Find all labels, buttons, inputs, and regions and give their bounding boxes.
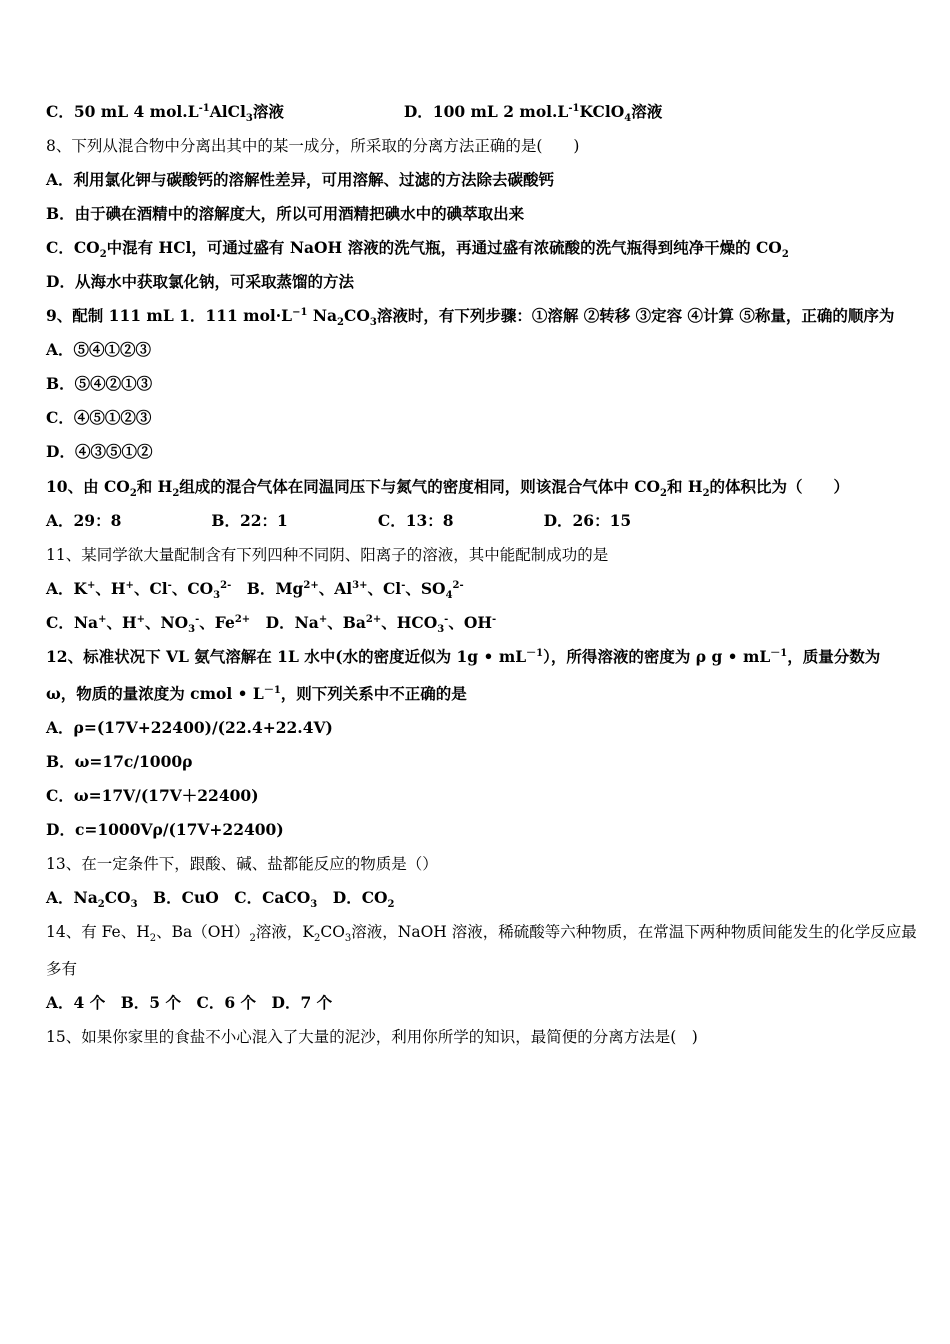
option-line (46, 236, 910, 260)
subscript: 2 (129, 488, 137, 500)
option-line (46, 818, 910, 842)
text-run: CO (344, 306, 370, 325)
question-10 (46, 475, 910, 499)
superscript: - (195, 613, 200, 625)
text-run: 、CO (171, 579, 214, 598)
subscript: 2 (387, 899, 395, 911)
text-run: ω，物质的量浓度为 cmol • L (46, 684, 264, 703)
superscript: + (98, 613, 107, 625)
text-run: 、H (106, 613, 137, 632)
text-run: 溶液 (631, 102, 663, 121)
text-run: ，质量分数为 (787, 647, 881, 666)
superscript: - (167, 579, 172, 591)
superscript: 2+ (234, 613, 251, 625)
superscript: －1 (526, 647, 544, 659)
text-run: C．④⑤①②③ (46, 408, 152, 427)
subscript: 2 (313, 933, 321, 945)
text-run: 溶液，K (255, 923, 314, 941)
text-run: D．从海水中获取氯化钠，可采取蒸馏的方法 (46, 272, 354, 291)
text-run: 10、由 CO (46, 477, 130, 496)
text-run: B．由于碘在酒精中的溶解度大，所以可用酒精把碘水中的碘萃取出来 (46, 204, 525, 223)
subscript: 2 (702, 488, 710, 500)
text-run: A．4 个 B．5 个 C．6 个 D．7 个 (46, 993, 333, 1012)
text-run: 11、某同学欲大量配制含有下列四种不同阴、阳离子的溶液，其中能配制成功的是 (46, 546, 609, 564)
text-run: D．100 mL 2 mol.L (403, 102, 569, 121)
option-line (46, 406, 910, 430)
superscript: -1 (568, 102, 580, 114)
text-run: B．CuO C．CaCO (137, 888, 311, 907)
question-12-cont (46, 682, 910, 706)
subscript: 3 (369, 317, 377, 329)
subscript: 2 (781, 249, 789, 261)
option-line (46, 100, 910, 124)
superscript: −1 (292, 306, 308, 318)
subscript: 2 (249, 933, 256, 945)
option-line (46, 338, 910, 362)
text-run: 溶液 (252, 102, 284, 121)
subscript: 2 (172, 488, 180, 500)
option-line (46, 991, 910, 1015)
text-run: 、Ba (327, 613, 366, 632)
text-run: D．CO (317, 888, 388, 907)
text-run: D．④③⑤①② (46, 442, 153, 461)
text-run: 15、如果你家里的食盐不小心混入了大量的泥沙，利用你所学的知识，最简便的分离方法是( ) (46, 1028, 698, 1046)
subscript: 4 (445, 590, 453, 602)
text-run: C．13：8 (377, 511, 454, 530)
text-run: 、HCO (381, 613, 438, 632)
subscript: 3 (310, 899, 318, 911)
subscript: 3 (130, 899, 138, 911)
subscript: 2 (99, 249, 107, 261)
text-run: 14、有 Fe、H (46, 923, 150, 941)
subscript: 3 (344, 933, 352, 945)
option-line (46, 716, 910, 740)
option-line (46, 168, 910, 192)
text-run: 9、配制 111 mL 1．111 mol·L (46, 306, 293, 325)
superscript: 3+ (352, 579, 368, 591)
text-run: B．ω=17c/1000ρ (46, 752, 193, 771)
text-run: B．Mg (231, 579, 304, 598)
text-run: 的体积比为（ ） (709, 477, 850, 496)
question-12 (46, 645, 910, 669)
option-line (46, 509, 910, 533)
question-9 (46, 304, 910, 328)
text-run: C．ω=17V/(17V＋22400) (46, 786, 259, 805)
text-run: KClO (579, 102, 625, 121)
text-run: 、NO (145, 613, 189, 632)
superscript: －1 (263, 684, 281, 696)
text-run: Na (307, 306, 338, 325)
text-run: A．K (46, 579, 87, 598)
text-run: 、Ba（OH） (156, 923, 250, 941)
option-line (46, 577, 910, 601)
text-run: ，则下列关系中不正确的是 (280, 684, 467, 703)
option-line (46, 886, 910, 910)
text-run: B．⑤④②①③ (46, 374, 153, 393)
superscript: + (318, 613, 328, 625)
text-run: 、OH (448, 613, 492, 632)
text-run: 、Al (318, 579, 353, 598)
question-13 (46, 852, 910, 876)
superscript: －1 (770, 647, 788, 659)
superscript: -1 (198, 102, 210, 114)
superscript: 2- (220, 579, 232, 591)
text-run: A．Na (46, 888, 98, 907)
subscript: 3 (437, 624, 445, 636)
text-run: 组成的混合气体在同温同压下与氮气的密度相同，则该混合气体中 CO (179, 477, 661, 496)
superscript: + (136, 613, 145, 625)
text-run: CO (320, 923, 345, 941)
text-run: 8、下列从混合物中分离出其中的某一成分，所采取的分离方法正确的是( ) (46, 137, 580, 155)
subscript: 2 (97, 899, 105, 911)
question-15 (46, 1025, 910, 1049)
text-run: CO (104, 888, 131, 907)
text-run: D．c=1000Vρ/(17V+22400) (46, 820, 284, 839)
text-run: 、Fe (199, 613, 235, 632)
option-line (46, 270, 910, 294)
text-run: B．22：1 (211, 511, 288, 530)
superscript: 2- (452, 579, 464, 591)
subscript: 3 (188, 624, 196, 636)
text-run: 13、在一定条件下，跟酸、碱、盐都能反应的物质是（） (46, 855, 438, 873)
superscript: - (444, 613, 449, 625)
text-run: A．29：8 (46, 511, 122, 530)
superscript: 2+ (303, 579, 319, 591)
text-run: C．Na (46, 613, 99, 632)
subscript: 2 (149, 933, 157, 945)
text-run: AlCl (209, 102, 246, 121)
subscript: 3 (245, 113, 253, 125)
text-run: 、Cl (367, 579, 402, 598)
text-run: C．50 mL 4 mol.L (46, 102, 199, 121)
option-line (46, 611, 910, 635)
superscript: - (401, 579, 406, 591)
option-line (46, 750, 910, 774)
question-14 (46, 920, 917, 945)
text-run: 和 H (667, 477, 703, 496)
subscript: 4 (624, 113, 632, 125)
text-run: 、Cl (133, 579, 168, 598)
text-run: C．CO (46, 238, 100, 257)
text-run: 、H (95, 579, 126, 598)
question-8 (46, 134, 910, 158)
text-run: 中混有 HCl，可通过盛有 NaOH 溶液的洗气瓶，再通过盛有浓硫酸的洗气瓶得到纯净干燥的 CO (106, 238, 782, 257)
superscript: + (87, 579, 96, 591)
subscript: 2 (337, 317, 345, 329)
question-11 (46, 543, 910, 567)
text-run: A．ρ=(17V+22400)/(22.4+22.4V) (46, 718, 333, 737)
text-run: A．⑤④①②③ (46, 340, 152, 359)
superscript: - (491, 613, 497, 625)
text-run: A．利用氯化钾与碳酸钙的溶解性差异，可用溶解、过滤的方法除去碳酸钙 (46, 170, 555, 189)
subscript: 3 (213, 590, 221, 602)
option-line (46, 372, 910, 396)
option-line (46, 784, 910, 808)
question-14-cont (46, 957, 910, 981)
text-run: 溶液时，有下列步骤：①溶解 ②转移 ③定容 ④计算 ⑤称量，正确的顺序为 (376, 306, 895, 325)
option-line (46, 202, 910, 226)
text-run: 溶液，NaOH 溶液，稀硫酸等六种物质，在常温下两种物质间能发生的化学反应最 (351, 923, 917, 941)
superscript: 2+ (365, 613, 382, 625)
text-run: D．26：15 (543, 511, 632, 530)
text-run: 和 H (136, 477, 173, 496)
text-run: ），所得溶液的密度为 ρ g • mL (543, 647, 771, 666)
subscript: 2 (660, 488, 668, 500)
text-run: 多有 (46, 960, 78, 978)
option-line (46, 440, 910, 464)
text-run: D．Na (250, 613, 319, 632)
text-run: 、SO (405, 579, 446, 598)
superscript: + (125, 579, 134, 591)
text-run: 12、标准状况下 VL 氨气溶解在 1L 水中(水的密度近似为 1g • mL (46, 647, 527, 666)
